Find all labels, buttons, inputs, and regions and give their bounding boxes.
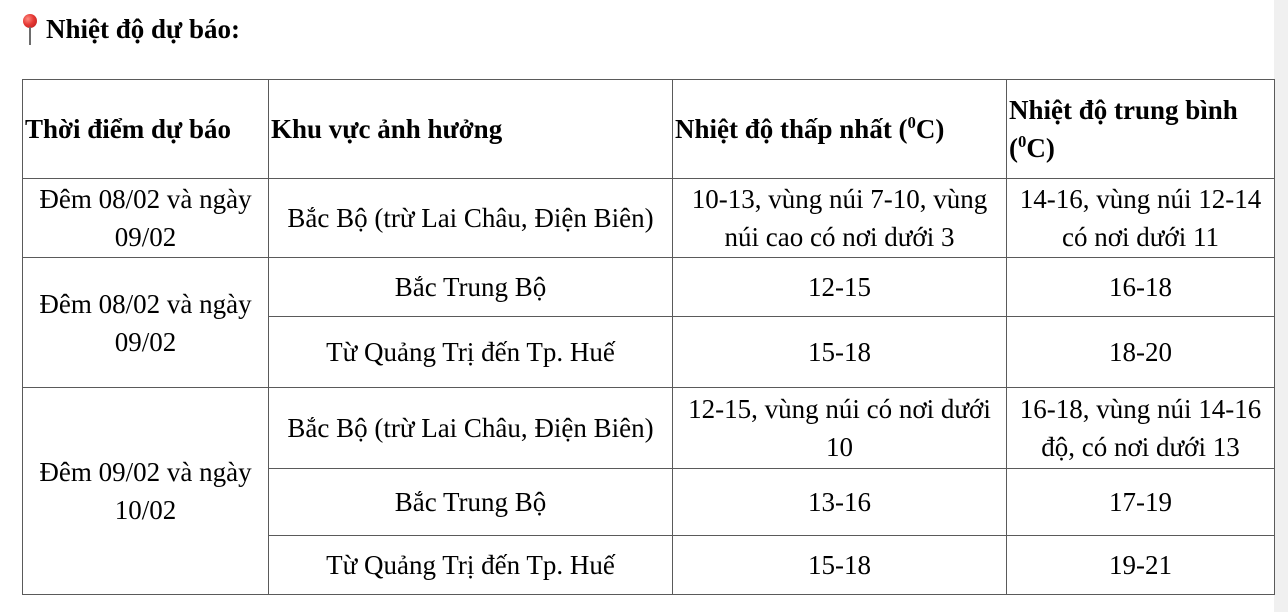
avg-temp-cell: 14-16, vùng núi 12-14 có nơi dưới 11 <box>1007 179 1275 258</box>
area-cell: Bắc Bộ (trừ Lai Châu, Điện Biên) <box>269 388 673 469</box>
heading-text: Nhiệt độ dự báo: <box>46 13 240 44</box>
area-cell: Bắc Trung Bộ <box>269 258 673 317</box>
pushpin-icon <box>22 12 38 46</box>
table-row <box>23 179 1275 258</box>
min-temp-cell: 13-16 <box>673 469 1007 536</box>
min-temp-cell: 12-15 <box>673 258 1007 317</box>
avg-temp-cell: 16-18, vùng núi 14-16 độ, có nơi dưới 13 <box>1007 388 1275 469</box>
avg-temp-cell: 19-21 <box>1007 536 1275 595</box>
area-cell: Bắc Trung Bộ <box>269 469 673 536</box>
time-cell: Đêm 08/02 và ngày 09/02 <box>23 258 269 388</box>
table-row <box>23 258 1275 317</box>
min-temp-cell: 15-18 <box>673 317 1007 388</box>
area-cell: Từ Quảng Trị đến Tp. Huế <box>269 536 673 595</box>
header-row <box>23 80 1275 179</box>
area-cell: Từ Quảng Trị đến Tp. Huế <box>269 317 673 388</box>
min-temp-cell: 12-15, vùng núi có nơi dưới 10 <box>673 388 1007 469</box>
section-heading <box>22 11 240 47</box>
table-row <box>23 388 1275 469</box>
forecast-table <box>22 79 1275 595</box>
area-cell: Bắc Bộ (trừ Lai Châu, Điện Biên) <box>269 179 673 258</box>
header-area: Khu vực ảnh hưởng <box>269 80 673 179</box>
time-cell: Đêm 09/02 và ngày 10/02 <box>23 388 269 595</box>
min-temp-cell: 10-13, vùng núi 7-10, vùng núi cao có nơi dưới 3 <box>673 179 1007 258</box>
header-min-temp: Nhiệt độ thấp nhất ($^0$C) <box>673 80 1007 179</box>
scroll-strip <box>1274 0 1288 612</box>
avg-temp-cell: 18-20 <box>1007 317 1275 388</box>
avg-temp-cell: 17-19 <box>1007 469 1275 536</box>
time-cell: Đêm 08/02 và ngày 09/02 <box>23 179 269 258</box>
min-temp-cell: 15-18 <box>673 536 1007 595</box>
avg-temp-cell: 16-18 <box>1007 258 1275 317</box>
header-avg-temp: Nhiệt độ trung bình ($^0$C) <box>1007 80 1275 179</box>
header-time: Thời điểm dự báo <box>23 80 269 179</box>
